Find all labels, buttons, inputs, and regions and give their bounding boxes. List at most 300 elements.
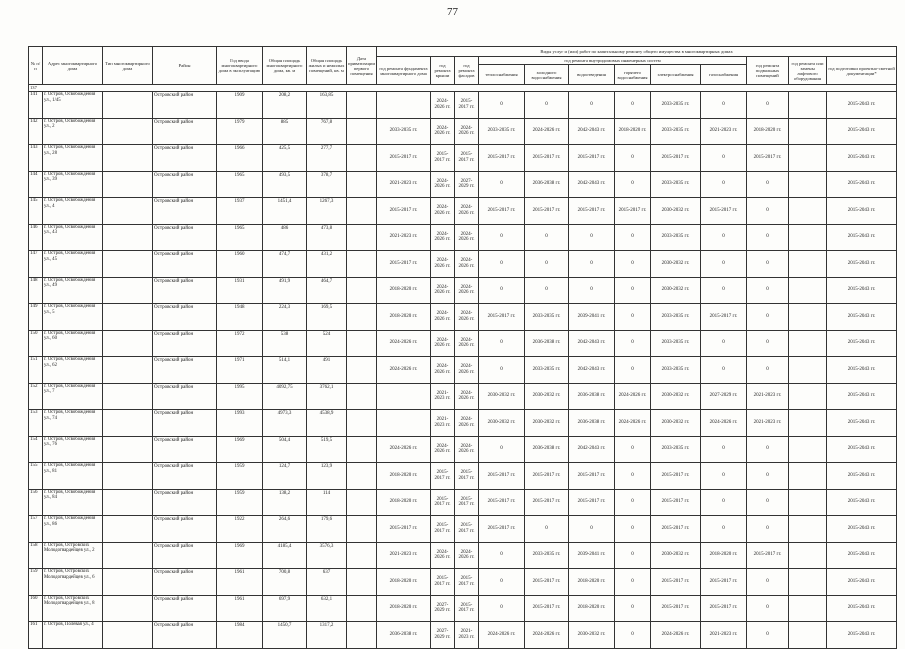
gas-cell: 2021-2023 гг. <box>701 118 747 145</box>
cold-water-cell: 2033-2035 гг. <box>525 304 569 331</box>
address-cell: г. Остров, Островских Молодогвардейцев ул., 6 <box>43 569 103 596</box>
living-area-cell: 632,1 <box>307 595 347 622</box>
living-area-cell: 114 <box>307 489 347 516</box>
facade-cell: 2024-2026 гг. <box>455 277 479 304</box>
table-row <box>29 277 897 304</box>
col-living-area: Общая площадь жилых и нежилых помещений, кв. м <box>307 47 347 85</box>
privatization-cell <box>347 516 377 543</box>
total-area-cell: 700,8 <box>263 569 307 596</box>
elevator-cell <box>789 436 827 463</box>
cold-water-cell: 0 <box>525 277 569 304</box>
basement-cell: 0 <box>747 251 789 278</box>
hot-water-cell: 2018-2020 гг. <box>615 118 651 145</box>
elevator-cell <box>789 516 827 543</box>
address-cell: г. Остров, Освобождения ул., 28 <box>43 145 103 172</box>
living-area-cell: 1317,2 <box>307 622 347 649</box>
rayon-cell: Островский район <box>153 463 217 490</box>
table-row <box>29 622 897 649</box>
address-cell: г. Остров, Освобождения ул., 60 <box>43 330 103 357</box>
foundation-cell: 2018-2020 гг. <box>377 489 431 516</box>
sewage-cell: 2042-2043 гг. <box>569 357 615 384</box>
cold-water-cell: 2030-2032 гг. <box>525 410 569 437</box>
electric-cell: 2015-2017 гг. <box>651 569 701 596</box>
year-built-cell: 1959 <box>217 489 263 516</box>
heating-cell: 0 <box>479 330 525 357</box>
electric-cell: 2033-2035 гг. <box>651 224 701 251</box>
facade-cell: 2015-2017 гг. <box>455 595 479 622</box>
col-sewage: водоотведения <box>569 65 615 85</box>
facade-cell: 2015-2017 гг. <box>455 516 479 543</box>
cold-water-cell: 2033-2035 гг. <box>525 542 569 569</box>
elevator-cell <box>789 145 827 172</box>
hot-water-cell: 0 <box>615 436 651 463</box>
basement-cell: 0 <box>747 463 789 490</box>
roof-cell: 2027-2029 гг. <box>431 595 455 622</box>
table-row <box>29 251 897 278</box>
index-cell: 137 <box>29 85 897 92</box>
table-row <box>29 304 897 331</box>
foundation-cell: 2018-2020 гг. <box>377 277 431 304</box>
foundation-cell: 2018-2020 гг. <box>377 304 431 331</box>
gas-cell: 2015-2017 гг. <box>701 569 747 596</box>
facade-cell: 2027-2029 гг. <box>455 171 479 198</box>
total-area-cell: 885 <box>263 118 307 145</box>
elevator-cell <box>789 92 827 119</box>
elevator-cell <box>789 489 827 516</box>
row-number: 157 <box>29 516 43 543</box>
heating-cell: 2015-2017 гг. <box>479 304 525 331</box>
hot-water-cell: 0 <box>615 357 651 384</box>
row-number: 150 <box>29 330 43 357</box>
electric-cell: 2030-2032 гг. <box>651 198 701 225</box>
table-header <box>29 47 897 92</box>
roof-cell: 2024-2026 гг. <box>431 118 455 145</box>
design-cell: 2015-2043 гг. <box>827 145 897 172</box>
type-cell <box>103 198 153 225</box>
roof-cell: 2015-2017 гг. <box>431 516 455 543</box>
heating-cell: 0 <box>479 224 525 251</box>
basement-cell: 2021-2023 гг. <box>747 383 789 410</box>
year-built-cell: 1961 <box>217 569 263 596</box>
heating-cell: 0 <box>479 357 525 384</box>
facade-cell: 2024-2026 гг. <box>455 330 479 357</box>
sewage-cell: 0 <box>569 277 615 304</box>
privatization-cell <box>347 92 377 119</box>
table-row <box>29 463 897 490</box>
heating-cell: 2030-2032 гг. <box>479 383 525 410</box>
electric-cell: 2030-2032 гг. <box>651 542 701 569</box>
address-cell: г. Остров, Освобождения ул., 76 <box>43 436 103 463</box>
row-number: 161 <box>29 622 43 649</box>
basement-cell: 2015-2017 гг. <box>747 542 789 569</box>
basement-cell: 0 <box>747 198 789 225</box>
privatization-cell <box>347 436 377 463</box>
basement-cell: 0 <box>747 595 789 622</box>
row-number: 151 <box>29 357 43 384</box>
year-built-cell: 1969 <box>217 436 263 463</box>
table-row <box>29 516 897 543</box>
living-area-cell: 473,8 <box>307 224 347 251</box>
year-built-cell: 1979 <box>217 118 263 145</box>
elevator-cell <box>789 383 827 410</box>
year-built-cell: 1959 <box>217 463 263 490</box>
total-area-cell: 486 <box>263 224 307 251</box>
elevator-cell <box>789 357 827 384</box>
cold-water-cell: 2030-2032 гг. <box>525 383 569 410</box>
living-area-cell: 4538,9 <box>307 410 347 437</box>
type-cell <box>103 171 153 198</box>
cold-water-cell: 2015-2017 гг. <box>525 569 569 596</box>
type-cell <box>103 410 153 437</box>
gas-cell: 0 <box>701 330 747 357</box>
row-number: 145 <box>29 198 43 225</box>
row-number: 144 <box>29 171 43 198</box>
hot-water-cell: 2024-2026 гг. <box>615 383 651 410</box>
privatization-cell <box>347 251 377 278</box>
hot-water-cell: 0 <box>615 92 651 119</box>
heating-cell: 2015-2017 гг. <box>479 463 525 490</box>
col-year-built: Год ввода многоквартирного дома в эксплуатацию <box>217 47 263 85</box>
total-area-cell: 4092,75 <box>263 383 307 410</box>
basement-cell: 0 <box>747 622 789 649</box>
gas-cell: 2015-2017 гг. <box>701 304 747 331</box>
design-cell: 2015-2043 гг. <box>827 118 897 145</box>
sewage-cell: 2042-2043 гг. <box>569 330 615 357</box>
address-cell: г. Остров, Освобождения ул., 1/45 <box>43 92 103 119</box>
basement-cell: 0 <box>747 224 789 251</box>
table-row <box>29 410 897 437</box>
col-type: Тип многоквартирного дома <box>103 47 153 85</box>
col-facade: год ремонта фасадов <box>455 57 479 85</box>
foundation-cell: 2036-2038 гг. <box>377 622 431 649</box>
rayon-cell: Островский район <box>153 595 217 622</box>
sewage-cell: 2039-2041 гг. <box>569 542 615 569</box>
address-cell: г. Остров, Освобождения ул., 39 <box>43 171 103 198</box>
total-area-cell: 124,7 <box>263 463 307 490</box>
elevator-cell <box>789 622 827 649</box>
rayon-cell: Островский район <box>153 171 217 198</box>
col-design: год подготовки проектно-сметной документации* <box>827 57 897 85</box>
electric-cell: 2015-2017 гг. <box>651 145 701 172</box>
design-cell: 2015-2043 гг. <box>827 357 897 384</box>
design-cell: 2015-2043 гг. <box>827 224 897 251</box>
foundation-cell: 2018-2020 гг. <box>377 595 431 622</box>
roof-cell: 2024-2026 гг. <box>431 436 455 463</box>
address-cell: г. Остров, Освобождения ул., 7 <box>43 383 103 410</box>
sewage-cell: 2042-2043 гг. <box>569 171 615 198</box>
roof-cell: 2024-2026 гг. <box>431 251 455 278</box>
roof-cell: 2024-2026 гг. <box>431 198 455 225</box>
electric-cell: 2033-2035 гг. <box>651 118 701 145</box>
gas-cell: 2027-2029 гг. <box>701 383 747 410</box>
sewage-cell: 0 <box>569 224 615 251</box>
page-number: 77 <box>447 6 458 18</box>
privatization-cell <box>347 304 377 331</box>
design-cell: 2015-2043 гг. <box>827 92 897 119</box>
living-area-cell: 524 <box>307 330 347 357</box>
type-cell <box>103 463 153 490</box>
gas-cell: 0 <box>701 145 747 172</box>
address-cell: г. Остров, Освобождения ул., 81 <box>43 463 103 490</box>
address-cell: г. Остров, Освобождения ул., 49 <box>43 277 103 304</box>
year-built-cell: 1984 <box>217 622 263 649</box>
sewage-cell: 2015-2017 гг. <box>569 489 615 516</box>
row-number: 152 <box>29 383 43 410</box>
index-row <box>29 85 897 92</box>
sewage-cell: 2018-2020 гг. <box>569 595 615 622</box>
address-cell: г. Остров, Островских Молодогвардейцев ул., 2 <box>43 542 103 569</box>
foundation-cell: 2021-2023 гг. <box>377 542 431 569</box>
total-area-cell: 493,5 <box>263 171 307 198</box>
roof-cell: 2015-2017 гг. <box>431 463 455 490</box>
hot-water-cell: 0 <box>615 304 651 331</box>
living-area-cell: 169,5 <box>307 304 347 331</box>
facade-cell: 2024-2026 гг. <box>455 436 479 463</box>
cold-water-cell: 2036-2038 гг. <box>525 330 569 357</box>
elevator-cell <box>789 251 827 278</box>
design-cell: 2015-2043 гг. <box>827 171 897 198</box>
rayon-cell: Островский район <box>153 622 217 649</box>
roof-cell: 2024-2026 гг. <box>431 357 455 384</box>
cold-water-cell: 2015-2017 гг. <box>525 595 569 622</box>
design-cell: 2015-2043 гг. <box>827 383 897 410</box>
living-area-cell: 163,85 <box>307 92 347 119</box>
cold-water-cell: 2015-2017 гг. <box>525 198 569 225</box>
basement-cell: 0 <box>747 304 789 331</box>
hot-water-cell: 0 <box>615 595 651 622</box>
rayon-cell: Островский район <box>153 251 217 278</box>
hot-water-cell: 0 <box>615 622 651 649</box>
electric-cell: 2024-2026 гг. <box>651 622 701 649</box>
hot-water-cell: 0 <box>615 463 651 490</box>
hot-water-cell: 0 <box>615 224 651 251</box>
foundation-cell: 2015-2017 гг. <box>377 251 431 278</box>
gas-cell: 2018-2020 гг. <box>701 542 747 569</box>
electric-cell: 2033-2035 гг. <box>651 436 701 463</box>
heating-cell: 0 <box>479 436 525 463</box>
row-number: 147 <box>29 251 43 278</box>
table-row <box>29 357 897 384</box>
privatization-cell <box>347 277 377 304</box>
elevator-cell <box>789 569 827 596</box>
year-built-cell: 1969 <box>217 542 263 569</box>
table-row <box>29 171 897 198</box>
total-area-cell: 4185,4 <box>263 542 307 569</box>
gas-cell: 2024-2026 гг. <box>701 410 747 437</box>
electric-cell: 2033-2035 гг. <box>651 171 701 198</box>
living-area-cell: 464,7 <box>307 277 347 304</box>
hot-water-cell: 2024-2026 гг. <box>615 410 651 437</box>
col-foundation: год ремонта фундамента многоквартирного дома <box>377 57 431 85</box>
type-cell <box>103 622 153 649</box>
type-cell <box>103 516 153 543</box>
row-number: 156 <box>29 489 43 516</box>
col-elevator: год ремонта или замены лифтового оборудования <box>789 57 827 85</box>
rayon-cell: Островский район <box>153 198 217 225</box>
cold-water-cell: 0 <box>525 224 569 251</box>
heating-cell: 2015-2017 гг. <box>479 516 525 543</box>
table-row <box>29 569 897 596</box>
privatization-cell <box>347 224 377 251</box>
roof-cell: 2015-2017 гг. <box>431 489 455 516</box>
design-cell: 2015-2043 гг. <box>827 516 897 543</box>
elevator-cell <box>789 330 827 357</box>
facade-cell: 2015-2017 гг. <box>455 569 479 596</box>
type-cell <box>103 277 153 304</box>
design-cell: 2015-2043 гг. <box>827 304 897 331</box>
foundation-cell: 2024-2026 гг. <box>377 330 431 357</box>
cold-water-cell: 0 <box>525 251 569 278</box>
facade-cell: 2015-2017 гг. <box>455 489 479 516</box>
living-area-cell: 277,7 <box>307 145 347 172</box>
design-cell: 2015-2043 гг. <box>827 330 897 357</box>
roof-cell: 2027-2029 гг. <box>431 622 455 649</box>
privatization-cell <box>347 145 377 172</box>
row-number: 148 <box>29 277 43 304</box>
design-cell: 2015-2043 гг. <box>827 277 897 304</box>
cold-water-cell: 0 <box>525 516 569 543</box>
type-cell <box>103 330 153 357</box>
design-cell: 2015-2043 гг. <box>827 622 897 649</box>
type-cell <box>103 118 153 145</box>
total-area-cell: 425,5 <box>263 145 307 172</box>
foundation-cell <box>377 92 431 119</box>
repair-schedule-table-wrapper <box>28 46 896 649</box>
year-built-cell: 1909 <box>217 92 263 119</box>
type-cell <box>103 304 153 331</box>
col-rayon: Район <box>153 47 217 85</box>
rayon-cell: Островский район <box>153 542 217 569</box>
col-systems-group: год ремонта внутридомовых инженерных систем <box>479 57 747 65</box>
row-number: 143 <box>29 145 43 172</box>
foundation-cell: 2024-2026 гг. <box>377 436 431 463</box>
design-cell: 2015-2043 гг. <box>827 569 897 596</box>
sewage-cell: 2036-2038 гг. <box>569 410 615 437</box>
year-built-cell: 1993 <box>217 410 263 437</box>
foundation-cell: 2021-2023 гг. <box>377 224 431 251</box>
total-area-cell: 224,3 <box>263 304 307 331</box>
living-area-cell: 637 <box>307 569 347 596</box>
gas-cell: 0 <box>701 171 747 198</box>
table-row <box>29 224 897 251</box>
design-cell: 2015-2043 гг. <box>827 198 897 225</box>
gas-cell: 0 <box>701 489 747 516</box>
hot-water-cell: 0 <box>615 569 651 596</box>
address-cell: г. Остров, Освобождения ул., 4 <box>43 198 103 225</box>
roof-cell: 2015-2017 гг. <box>431 569 455 596</box>
hot-water-cell: 2015-2017 гг. <box>615 198 651 225</box>
sewage-cell: 2036-2038 гг. <box>569 383 615 410</box>
electric-cell: 2030-2032 гг. <box>651 251 701 278</box>
elevator-cell <box>789 463 827 490</box>
type-cell <box>103 542 153 569</box>
heating-cell: 0 <box>479 542 525 569</box>
hot-water-cell: 0 <box>615 330 651 357</box>
roof-cell: 2024-2026 гг. <box>431 171 455 198</box>
col-num: № п/п <box>29 47 43 85</box>
rayon-cell: Островский район <box>153 489 217 516</box>
privatization-cell <box>347 542 377 569</box>
living-area-cell: 1267,3 <box>307 198 347 225</box>
foundation-cell: 2018-2020 гг. <box>377 463 431 490</box>
type-cell <box>103 489 153 516</box>
roof-cell: 2024-2026 гг. <box>431 330 455 357</box>
design-cell: 2015-2043 гг. <box>827 436 897 463</box>
basement-cell: 0 <box>747 516 789 543</box>
electric-cell: 2015-2017 гг. <box>651 463 701 490</box>
address-cell: г. Остров, Полевая ул., 4 <box>43 622 103 649</box>
foundation-cell: 2015-2017 гг. <box>377 198 431 225</box>
heating-cell: 2015-2017 гг. <box>479 198 525 225</box>
living-area-cell: 123,9 <box>307 463 347 490</box>
total-area-cell: 138,2 <box>263 489 307 516</box>
table-row <box>29 595 897 622</box>
roof-cell: 2024-2026 гг. <box>431 92 455 119</box>
basement-cell: 0 <box>747 330 789 357</box>
rayon-cell: Островский район <box>153 330 217 357</box>
roof-cell: 2024-2026 гг. <box>431 542 455 569</box>
heating-cell: 0 <box>479 251 525 278</box>
facade-cell: 2024-2026 гг. <box>455 383 479 410</box>
sewage-cell: 2039-2041 гг. <box>569 304 615 331</box>
total-area-cell: 264,6 <box>263 516 307 543</box>
elevator-cell <box>789 118 827 145</box>
living-area-cell: 378,7 <box>307 171 347 198</box>
basement-cell: 2021-2023 гг. <box>747 410 789 437</box>
sewage-cell: 0 <box>569 251 615 278</box>
row-number: 154 <box>29 436 43 463</box>
col-gas: газоснабжения <box>701 65 747 85</box>
total-area-cell: 514,1 <box>263 357 307 384</box>
roof-cell: 2021-2023 гг. <box>431 383 455 410</box>
hot-water-cell: 0 <box>615 277 651 304</box>
rayon-cell: Островский район <box>153 436 217 463</box>
total-area-cell: 504,4 <box>263 436 307 463</box>
year-built-cell: 1965 <box>217 171 263 198</box>
foundation-cell: 2015-2017 гг. <box>377 516 431 543</box>
living-area-cell: 179,6 <box>307 516 347 543</box>
total-area-cell: 1451,4 <box>263 198 307 225</box>
heating-cell: 2015-2017 гг. <box>479 489 525 516</box>
row-number: 158 <box>29 542 43 569</box>
privatization-cell <box>347 410 377 437</box>
type-cell <box>103 383 153 410</box>
electric-cell: 2030-2032 гг. <box>651 410 701 437</box>
table-row <box>29 118 897 145</box>
privatization-cell <box>347 171 377 198</box>
hot-water-cell: 0 <box>615 542 651 569</box>
year-built-cell: 1972 <box>217 330 263 357</box>
sewage-cell: 0 <box>569 516 615 543</box>
foundation-cell <box>377 410 431 437</box>
cold-water-cell: 2015-2017 гг. <box>525 463 569 490</box>
electric-cell: 2015-2017 гг. <box>651 595 701 622</box>
address-cell: г. Остров, Освобождения ул., 2 <box>43 118 103 145</box>
sewage-cell: 0 <box>569 92 615 119</box>
foundation-cell: 2021-2023 гг. <box>377 171 431 198</box>
roof-cell: 2024-2026 гг. <box>431 277 455 304</box>
cold-water-cell: 2015-2017 гг. <box>525 489 569 516</box>
gas-cell: 0 <box>701 516 747 543</box>
rayon-cell: Островский район <box>153 92 217 119</box>
elevator-cell <box>789 198 827 225</box>
col-electric: электроснабжения <box>651 65 701 85</box>
table-row <box>29 383 897 410</box>
gas-cell: 0 <box>701 277 747 304</box>
rayon-cell: Островский район <box>153 304 217 331</box>
col-roof: год ремонта крыши <box>431 57 455 85</box>
rayon-cell: Островский район <box>153 516 217 543</box>
